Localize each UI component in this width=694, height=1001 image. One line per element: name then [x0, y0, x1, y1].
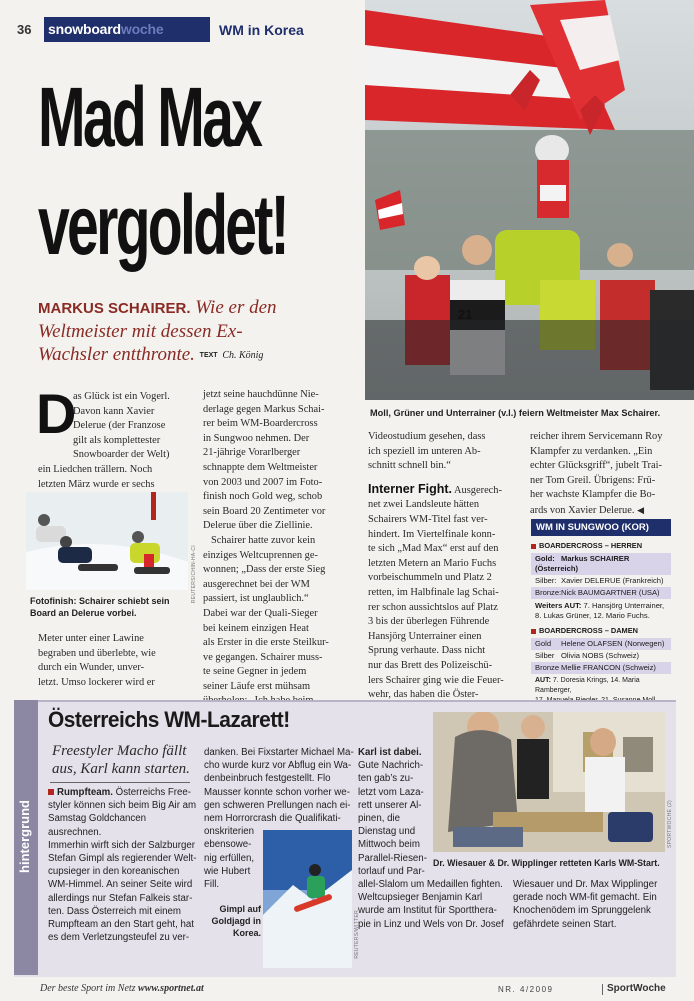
doctors-photo-credit: SPORTWOCHE (2) — [667, 800, 673, 848]
hintergrund-col3-wide — [358, 878, 508, 931]
text-line: seiner Läufe erst mühsam — [203, 680, 311, 692]
text-line: wurde am Institut für Sportthera- — [358, 905, 497, 917]
subhead-interner-fight: Interner Fight. — [368, 481, 453, 496]
headline-line1: Mad Max — [38, 70, 261, 164]
text-line: Korea. — [232, 928, 261, 938]
text-line: Weltcupsieger Benjamin Karl — [358, 892, 483, 904]
text-line: bei keinem einzigen Heat — [203, 622, 309, 634]
text-line: 21-jährige Vorarlberger — [203, 447, 301, 459]
text-line: gilt als komplettester — [73, 434, 161, 446]
text-line: styler können sich beim Big Air am — [48, 800, 197, 812]
text-line: letzten Metern an Mario Fuchs — [368, 557, 497, 569]
text-line: passiert, ist unglaublich.“ — [203, 593, 309, 605]
text-line: onskriterien — [204, 826, 255, 838]
text-line: Snowboarder der Welt) — [73, 449, 170, 461]
fotofinish-credit: REUTERS/CHIN-HA-CI — [191, 545, 197, 604]
text-line: letzten März wurde er sechs — [38, 478, 155, 490]
gimpl-photo — [263, 830, 352, 968]
text-line: Dabei war der Quali-Sieger — [203, 607, 318, 619]
results-more-label: Weiters AUT: — [535, 601, 582, 610]
medal-label: Gold — [535, 639, 552, 648]
section-label-part1: snowboard — [48, 21, 121, 37]
text-line: letzt. Umso lockerer wird er — [38, 676, 155, 688]
topic-label: WM in Korea — [219, 22, 304, 38]
column-1-intro — [73, 390, 193, 463]
text-line: von 2003 und 2007 im Foto- — [203, 476, 323, 488]
square-bullet-icon — [531, 544, 536, 549]
gimpl-caption — [206, 903, 261, 939]
medal-label: Bronze: — [535, 588, 562, 597]
hintergrund-col3-bold: Karl ist dabei. — [358, 747, 422, 758]
text-line: gefährdete seinen Start. — [513, 918, 617, 930]
text-line: gerade noch WM-fit gemacht. Ein — [513, 892, 657, 904]
text-line: ebensowe- — [204, 839, 252, 851]
text-line: her wachste Klampfer die Bo- — [530, 489, 656, 501]
results-more-text: 7. Doresia Krings, 14. Maria Ramberger, — [535, 677, 640, 694]
text-line: in Sungwoo nehmen. Der — [203, 432, 310, 444]
results-title: WM IN SUNGWOO (KOR) — [531, 519, 671, 536]
text-line: Klampfer zu verdanken. „Ein — [530, 445, 653, 457]
hintergrund-col1 — [48, 786, 198, 944]
text-line: ards von Xavier Delerue. — [530, 504, 635, 516]
footer-issue: NR. 4/2009 — [498, 985, 554, 994]
text-line: torlauf und Par- — [358, 865, 425, 877]
text-line: Mausser konnte schon vorher we- — [204, 786, 350, 798]
end-mark-icon: ◀ — [637, 504, 644, 515]
result-row — [531, 662, 671, 674]
result-name: Markus SCHAIRER (Österreich) — [535, 554, 630, 573]
results-women-header: BOARDERCROSS – DAMEN — [539, 626, 638, 635]
deck-name: MARKUS SCHAIRER. — [38, 300, 191, 317]
column-2 — [203, 388, 358, 709]
text-line: nig erfüllen, — [204, 852, 255, 864]
headline-line2: vergoldet! — [38, 178, 287, 272]
hintergrund-deck-line2: aus, Karl kann starten. — [52, 761, 190, 777]
text-line: letzt vom Laza- — [358, 786, 424, 798]
text-line: derlage gegen Markus Schai- — [203, 403, 325, 415]
column-3 — [368, 430, 520, 703]
result-name: Nick BAUMGARTNER (USA) — [561, 588, 660, 597]
result-row — [531, 553, 671, 575]
result-name: Helene OLAFSEN (Norwegen) — [561, 639, 665, 648]
text-line: ich speziell im unteren Ab- — [368, 445, 481, 457]
text-line: Immerhin wirft sich der Salzburger — [48, 839, 195, 851]
text-line: pinen, die — [358, 813, 401, 825]
text-line: rett unserer Al- — [358, 799, 422, 811]
text-line: Delerue (der Franzose — [73, 420, 166, 432]
text-line: reicher ihrem Servicemann Roy — [530, 431, 663, 442]
deck — [38, 296, 363, 367]
results-men-header: BOARDERCROSS – HERREN — [539, 541, 643, 550]
hintergrund-deck — [52, 742, 190, 778]
page-number: 36 — [17, 22, 32, 37]
column-1-end — [38, 632, 193, 690]
fotofinish-caption: Fotofinish: Schairer schiebt sein Board an Delerue vorbei. — [30, 596, 170, 618]
text-line: Schairer hatte zuvor kein — [211, 534, 316, 546]
text-line: Wiesauer und Dr. Max Wipplinger — [513, 879, 658, 890]
text-line: ve gegangen. Schairer muss- — [203, 651, 323, 663]
section-label-text — [48, 21, 163, 37]
text-line: Schairers WM-Titel fast ver- — [368, 513, 488, 525]
text-line: nur das Brett des Polizeischü- — [368, 659, 493, 671]
column-4 — [530, 430, 675, 519]
text-line: ten. Dass Österreich mit einem — [48, 905, 181, 917]
hintergrund-deck-line1: Freestyler Macho fällt — [52, 743, 187, 759]
text-line: wie Hubert — [204, 865, 251, 877]
dropcap: D — [36, 382, 77, 445]
text-line: nem Horrorcrash die Qualifikati- — [204, 813, 341, 825]
text-line: Delerue über die Ziellinie. — [203, 520, 313, 532]
text-line: 3 bis der überlegen Führende — [368, 616, 490, 628]
text-line: Mittwoch beim — [358, 839, 420, 851]
text-line: lers Schairer ging wie die Feuer- — [368, 674, 504, 686]
result-row — [531, 638, 671, 650]
text-line: WM-Himmel. An seiner Seite wird — [48, 879, 193, 891]
text-line: te seine Gegner in jedem — [203, 666, 307, 678]
main-photo — [365, 0, 694, 400]
text-line: Meter unter einer Lawine — [38, 633, 144, 644]
hintergrund-col1-bold: Rumpfteam. — [57, 787, 113, 798]
text-line: retten, im Halbfinale lag Schai- — [368, 586, 499, 598]
medal-label: Bronze — [535, 663, 560, 672]
result-row — [531, 650, 671, 662]
medal-label: Silber: — [535, 576, 557, 585]
footer-tagline — [40, 983, 204, 994]
text-line: net zwei Landsleute hätten — [368, 499, 480, 511]
text-line: ausgerechnet bei der WM — [203, 578, 310, 590]
result-name: Xavier DELERUE (Frankreich) — [561, 576, 664, 585]
text-line: Parallel-Riesen- — [358, 852, 427, 864]
text-line: einziges Weltcuprennen ge- — [203, 549, 318, 561]
author-label: TEXT — [199, 352, 218, 360]
text-line: Videostudium gesehen, dass — [368, 431, 486, 442]
text-line: begraben und überlebte, wie — [38, 647, 156, 659]
text-line: schnappte dem Weltmeister — [203, 461, 318, 473]
results-box — [531, 519, 671, 708]
text-line: schnitt schnell bin.“ — [368, 460, 451, 472]
text-line: Sprung verhaute. Dass nicht — [368, 645, 486, 657]
result-row — [531, 587, 671, 599]
text-line: ten gab’s zu- — [358, 773, 414, 785]
gimpl-photo-credit: REUTERS/WITTER — [354, 910, 360, 959]
doctors-photo — [433, 712, 665, 852]
text-line: durch ein Wunder, unver- — [38, 662, 145, 674]
text-line: Rumpfteam an den Start geht, hat — [48, 919, 194, 931]
text-line: Davon kann Xavier — [73, 405, 155, 417]
text-line: Dienstag und — [358, 826, 416, 838]
square-bullet-icon — [531, 629, 536, 634]
text-line: as Glück ist ein Vogerl. — [73, 391, 170, 402]
results-more-label: AUT: — [535, 677, 551, 684]
footer-url: www.sportnet.at — [138, 983, 204, 994]
hintergrund-tab-label: hintergrund — [17, 800, 32, 873]
text-line: gen schweren Prellungen nach ei- — [204, 799, 351, 811]
text-line: als Erster in die erste Steilkur- — [203, 637, 329, 649]
footer-divider — [602, 984, 603, 995]
text-line: Ausgerech- — [452, 484, 502, 496]
text-line: pie in Linz und Wels von Dr. Josef — [358, 918, 504, 930]
medal-label: Silber — [535, 651, 555, 660]
footer-brand: SportWoche — [607, 983, 666, 994]
text-line: rer schon aussichtslos auf Platz — [368, 601, 498, 613]
text-line: Knochenödem im Sprunggelenk — [513, 905, 651, 917]
hintergrund-title: Österreichs WM-Lazarett! — [48, 707, 290, 732]
doctors-caption: Dr. Wiesauer & Dr. Wipplinger retteten Karls WM-Start. — [433, 858, 660, 868]
hintergrund-col4 — [513, 878, 673, 931]
text-line: Gute Nachrich- — [358, 760, 424, 772]
deck-text3: Wachsler entthronte. — [38, 344, 195, 365]
deck-text1: Wie er den — [190, 297, 277, 318]
text-line: rer beim WM-Boardercross — [203, 418, 318, 430]
result-name: Mellie FRANCON (Schweiz) — [561, 663, 656, 672]
text-line: es dem Verletzungsteufel zu ver- — [48, 932, 190, 944]
text-line: te sich „Mad Max“ erst auf den — [368, 543, 499, 555]
text-line: vorbeischummeln und Platz 2 — [368, 572, 492, 584]
text-line: jetzt seine hauchdünne Nie- — [203, 389, 319, 400]
text-line: wehr, das haben die Öster- — [368, 689, 479, 701]
results-more-text: 7. Hansjörg Unterrainer, — [581, 601, 665, 610]
text-line: finish noch Gold weg, schob — [203, 491, 323, 503]
result-name: Olivia NOBS (Schweiz) — [561, 651, 640, 660]
hintergrund-deck-rule — [50, 782, 190, 783]
text-line: wonnen; „Dass der erste Sieg — [203, 564, 326, 576]
text-line: Fill. — [204, 879, 220, 891]
text-line: danken. Bei Fixstarter Michael Ma- — [204, 747, 354, 758]
section-label-part2: woche — [120, 21, 164, 37]
text-line: Samstag Goldchancen ausrechnen. — [48, 813, 147, 838]
deck-text2: Weltmeister mit dessen Ex- — [38, 321, 243, 342]
text-line: denbeinbruch festgestellt. Flo — [204, 773, 331, 785]
text-line: ner Tom Greil. Übrigens: Frü- — [530, 474, 656, 486]
column-1-cont — [38, 463, 193, 492]
hintergrund-col3 — [358, 746, 433, 878]
text-line: hindert. Im Viertelfinale konn- — [368, 528, 496, 540]
medal-label: Gold: — [535, 554, 555, 563]
text-line: allerdings nur Stefan Falkeis star- — [48, 892, 193, 904]
text-line: Goldjagd in — [211, 916, 261, 926]
main-photo-caption: Moll, Grüner und Unterrainer (v.l.) feiern Weltmeister Max Schairer. — [370, 408, 661, 418]
bib-number: 21 — [458, 307, 473, 322]
text-line: allel-Slalom um Medaillen fighten. — [358, 879, 503, 890]
text-line: ein Liedchen trällern. Noch — [38, 464, 153, 475]
text-line: echter Glücksgriff“, jubelt Trai- — [530, 460, 662, 472]
text-line: cupsieger in den koreanischen — [48, 866, 180, 878]
footer-tagline-text: Der beste Sport im Netz — [40, 983, 136, 994]
results-more-text: 8. Lukas Grüner, 12. Mario Fuchs. — [535, 611, 650, 620]
author-name: Ch. König — [222, 350, 264, 362]
result-row — [531, 575, 671, 587]
text-line: Österreichs Free- — [112, 787, 192, 798]
text-line: Stefan Gimpl als regierender Welt- — [48, 853, 197, 865]
text-line: Gimpl auf — [219, 904, 261, 914]
fotofinish-photo — [26, 492, 188, 590]
text-line: sein Board 20 Zentimeter vor — [203, 505, 326, 517]
square-bullet-icon — [48, 789, 54, 795]
text-line: cho wurde kurz vor Abflug ein Wa- — [204, 760, 352, 772]
text-line: Hansjörg Unterrainer einen — [368, 630, 482, 642]
